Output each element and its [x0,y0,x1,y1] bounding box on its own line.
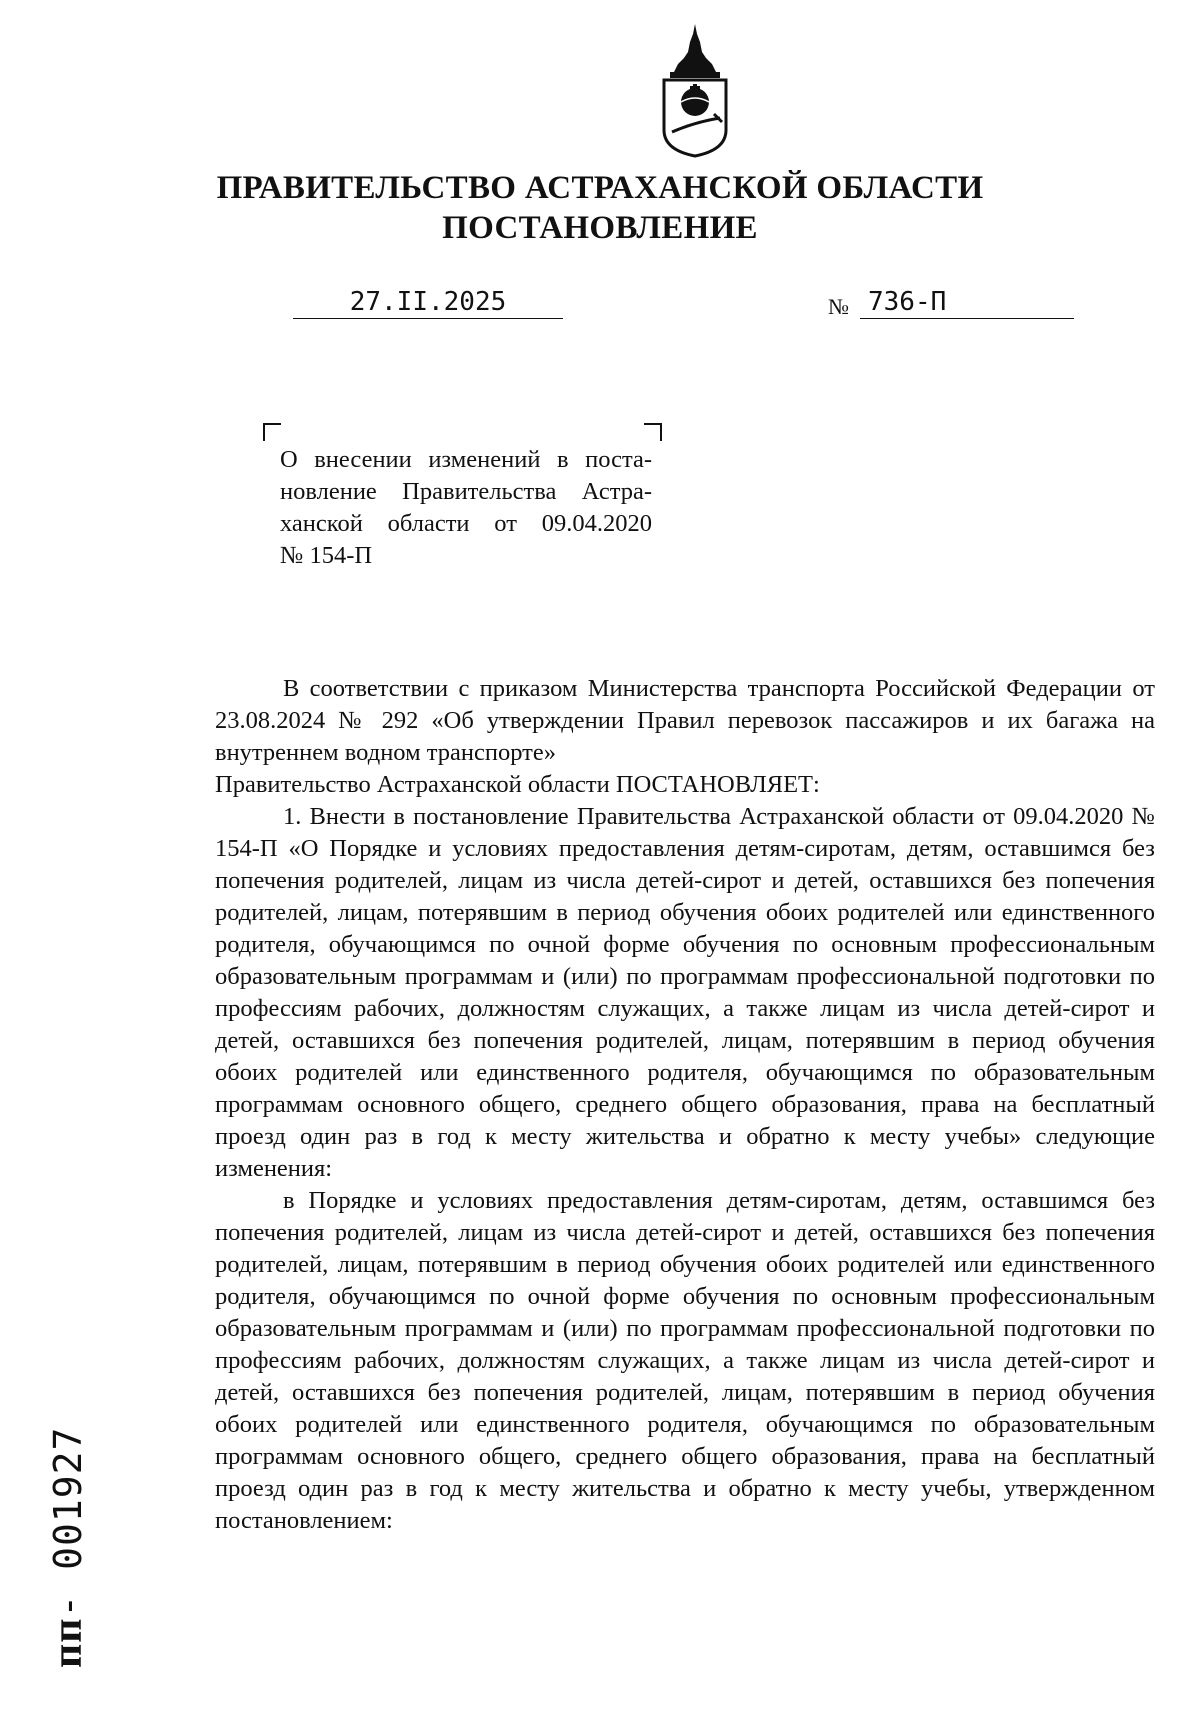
subject-bracket-left [263,423,281,441]
stamp-prefix: пп [45,1617,91,1668]
subject-line: ханской области от 09.04.2020 [280,510,652,537]
body-paragraph-resolves: Правительство Астраханской области ПОСТАНОВЛЯЕТ: [215,771,820,798]
document-date: 27.II.2025 [293,286,563,319]
coat-of-arms-emblem [656,22,734,160]
number-label: № [828,294,849,319]
document-number: 736-П [860,286,1074,319]
subject-bracket-right [644,423,662,441]
subject-line: О внесении изменений в поста- [280,446,652,473]
document-body [215,673,1155,1537]
subject-line: № 154-П [280,542,373,569]
document-subject [280,444,652,572]
body-paragraph-changes: в Порядке и условиях предоставления детям-сиротам, детям, оставшимся без попечения родителей, лицам из числа детей-сирот и детей, оставшихся без попечения родителей, лицам, потерявшим в период обучения обоих родителей или единственного родителя, обучающимся по очной форме обучения по основным профессиональным образовательным программам и (или) по программам профессиональной подготовки по профессиям рабочих, должностям служащих, а также лицам из числа детей-сирот и детей, оставшихся без попечения родителей, лицам, потерявшим в период обучения обоих родителей или единственного родителя, обучающимся по образовательным программам основного общего, среднего общего образования, права на бесплатный проезд один раз в год к месту жительства и обратно к месту учебы, утвержденном постановлением: [215,1187,1155,1534]
stamp-code: - 001927 [46,1426,90,1618]
subject-line: новление Правительства Астра- [280,478,652,505]
document-type-title: ПОСТАНОВЛЕНИЕ [442,210,758,246]
body-paragraph-preamble: В соответствии с приказом Министерства транспорта Российской Федерации от 23.08.2024 № 292 «Об утверждении Правил перевозок пассажиров и их багажа на внутреннем водном транспорте» [215,675,1155,766]
government-title: ПРАВИТЕЛЬСТВО АСТРАХАНСКОЙ ОБЛАСТИ [216,170,984,206]
registration-stamp [45,1426,91,1668]
body-paragraph-item-1: 1. Внести в постановление Правительства Астраханской области от 09.04.2020 № 154-П «О Порядке и условиях предоставления детям-сиротам, детям, оставшимся без попечения родителей, лицам из числа детей-сирот и детей, оставшихся без попечения родителей, лицам, потерявшим в период обучения обоих родителей или единственного родителя, обучающимся по очной форме обучения по основным профессиональным образовательным программам и (или) по программам профессиональной подготовки по профессиям рабочих, должностям служащих, а также лицам из числа детей-сирот и детей, оставшихся без попечения родителей, лицам, потерявшим в период обучения обоих родителей или единственного родителя, обучающимся по образовательным программам основного общего, среднего общего образования, права на бесплатный проезд один раз в год к месту жительства и обратно к месту учебы» следующие изменения: [215,803,1155,1182]
